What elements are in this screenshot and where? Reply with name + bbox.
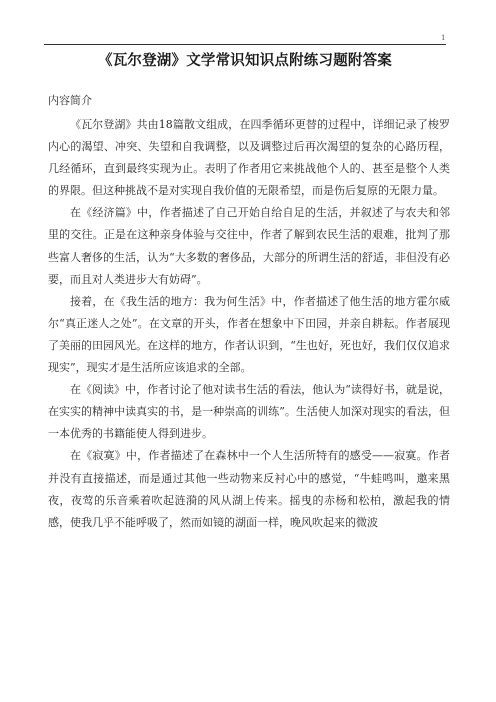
document-title: 《瓦尔登湖》文学常识知识点附练习题附答案: [98, 52, 392, 69]
paragraph-solitude: 在《寂寞》中，作者描述了在森林中一个人生活所特有的感受——寂寞。作者并没有直接描述，而是通过其他一些动物来反衬心中的感觉，“牛蛙鸣叫，邀来黑夜，夜莺的乐音乘着吹起涟漪的风从湖上传来。摇曳的赤杨和松柏，激起我的情感，使我几乎不能呼吸了，然而如镜的湖面一样，晚风吹起来的微波: [48, 449, 450, 529]
body-text: [48, 114, 450, 534]
paragraph-intro: 《瓦尔登湖》共由18篇散文组成，在四季循环更替的过程中，详细记录了梭罗内心的渴望、冲突、失望和自我调整，以及调整过后再次渴望的复杂的心路历程，几经循环，直到最终实现为止。表明了作者用它来挑战他个人的、甚至是整个人类的界限。但这种挑战不是对实现自我价值的无限希望，而是伤后复原的无限力量。: [48, 118, 450, 198]
paragraph-economy: 在《经济篇》中，作者描述了自己开始自给自足的生活，并叙述了与农夫和邻里的交往。正是在这种亲身体验与交往中，作者了解到农民生活的艰难，批判了那些富人奢侈的生活，认为“大多数的奢侈品，大部分的所谓生活的舒适，非但没有必要，而且对人类进步大有妨碍”。: [48, 206, 450, 286]
paragraph-reading: 在《阅读》中，作者讨论了他对读书生活的看法，他认为“读得好书，就是说，在实实的精神中读真实的书，是一种崇高的训练”。生活使人加深对现实的看法，但一本优秀的书籍能使人得到进步。: [48, 383, 450, 441]
page-number: 1: [441, 34, 446, 42]
paragraph-where-i-lived: 接着，在《我生活的地方：我为何生活》中，作者描述了他生活的地方霍尔威尔“真正迷人之处”。在文章的开头，作者在想象中下田园，并亲自耕耘。作者展现了美丽的田园风光。在这样的地方，作者认识到，“生也好，死也好，我们仅仅追求现实”，现实才是生活所应该追求的全部。: [48, 294, 450, 375]
header-rule: [44, 44, 446, 45]
section-heading: 内容简介: [48, 94, 92, 107]
